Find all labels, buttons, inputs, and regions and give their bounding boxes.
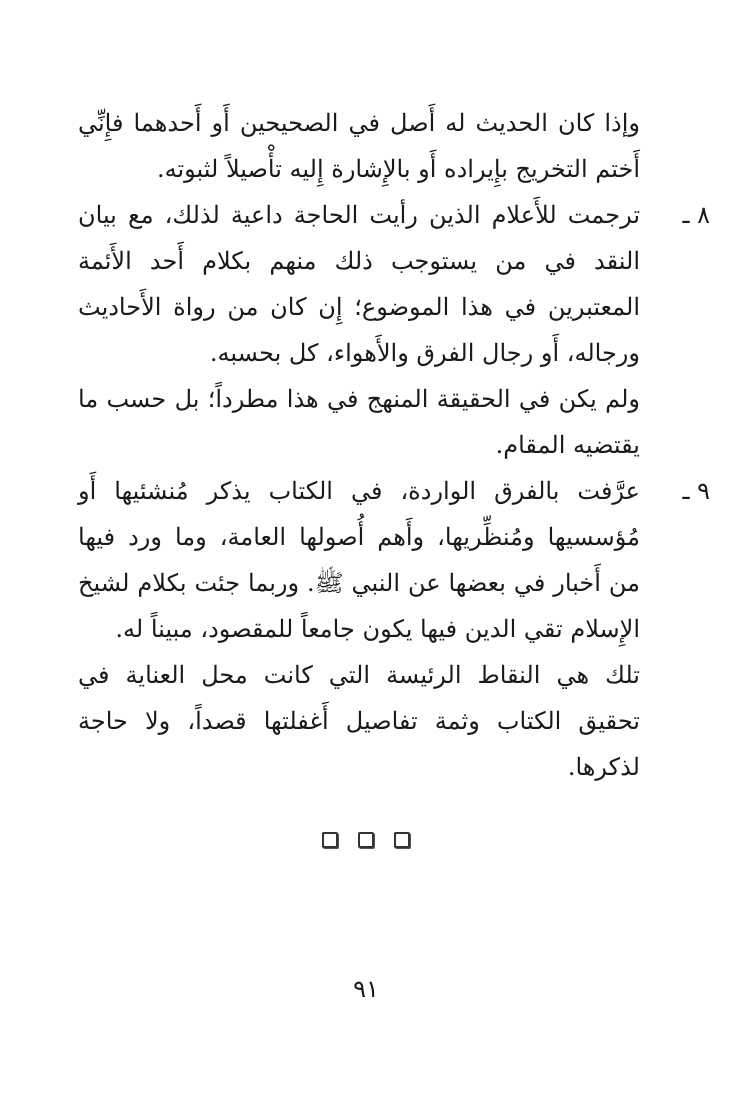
closing-paragraph: تلك هي النقاط الرئيسة التي كانت محل العناية في تحقيق الكتاب وثمة تفاصيل أَغفلتها قصداً، ولا حاجة لذكرها.: [78, 661, 640, 781]
middle-paragraph: ولم يكن في الحقيقة المنهج في هذا مطرداً؛ بل حسب ما يقتضيه المقام.: [78, 385, 640, 459]
square-ornament-icon: [358, 832, 374, 848]
list-item-9: [78, 468, 710, 652]
body-text: [78, 100, 710, 790]
page-number: ٩١: [353, 975, 379, 1003]
intro-paragraph: وإذا كان الحديث له أَصل في الصحيحين أَو أَحدهما فإِنِّي أَختم التخريج بإِيراده أَو بالإِشارة إِليه تأْصيلاً لثبوته.: [78, 109, 640, 183]
section-end-ornament: [0, 832, 732, 848]
square-ornament-icon: [394, 832, 410, 848]
square-ornament-icon: [322, 832, 338, 848]
item-text-9: عرَّفت بالفرق الواردة، في الكتاب يذكر مُنشئيها أَو مُؤسسيها ومُنظِّريها، وأَهم أُصولها العامة، وما ورد فيها من أَخبار في بعضها عن النبي ﷺ. وربما جئت بكلام لشيخ الإِسلام تقي الدين فيها يكون جامعاً للمقصود، مبيناً له.: [78, 477, 640, 643]
item-text-8: ترجمت للأَعلام الذين رأيت الحاجة داعية لذلك، مع بيان النقد في من يستوجب ذلك منهم بكلام أَحد الأَئمة المعتبرين في هذا الموضوع؛ إِن كان من رواة الأَحاديث ورجاله، أَو رجال الفرق والأَهواء، كل بحسبه.: [78, 201, 640, 367]
item-number-8: ٨ ـ: [682, 201, 710, 229]
item-number-9: ٩ ـ: [682, 477, 710, 505]
list-item-8: [78, 192, 710, 376]
